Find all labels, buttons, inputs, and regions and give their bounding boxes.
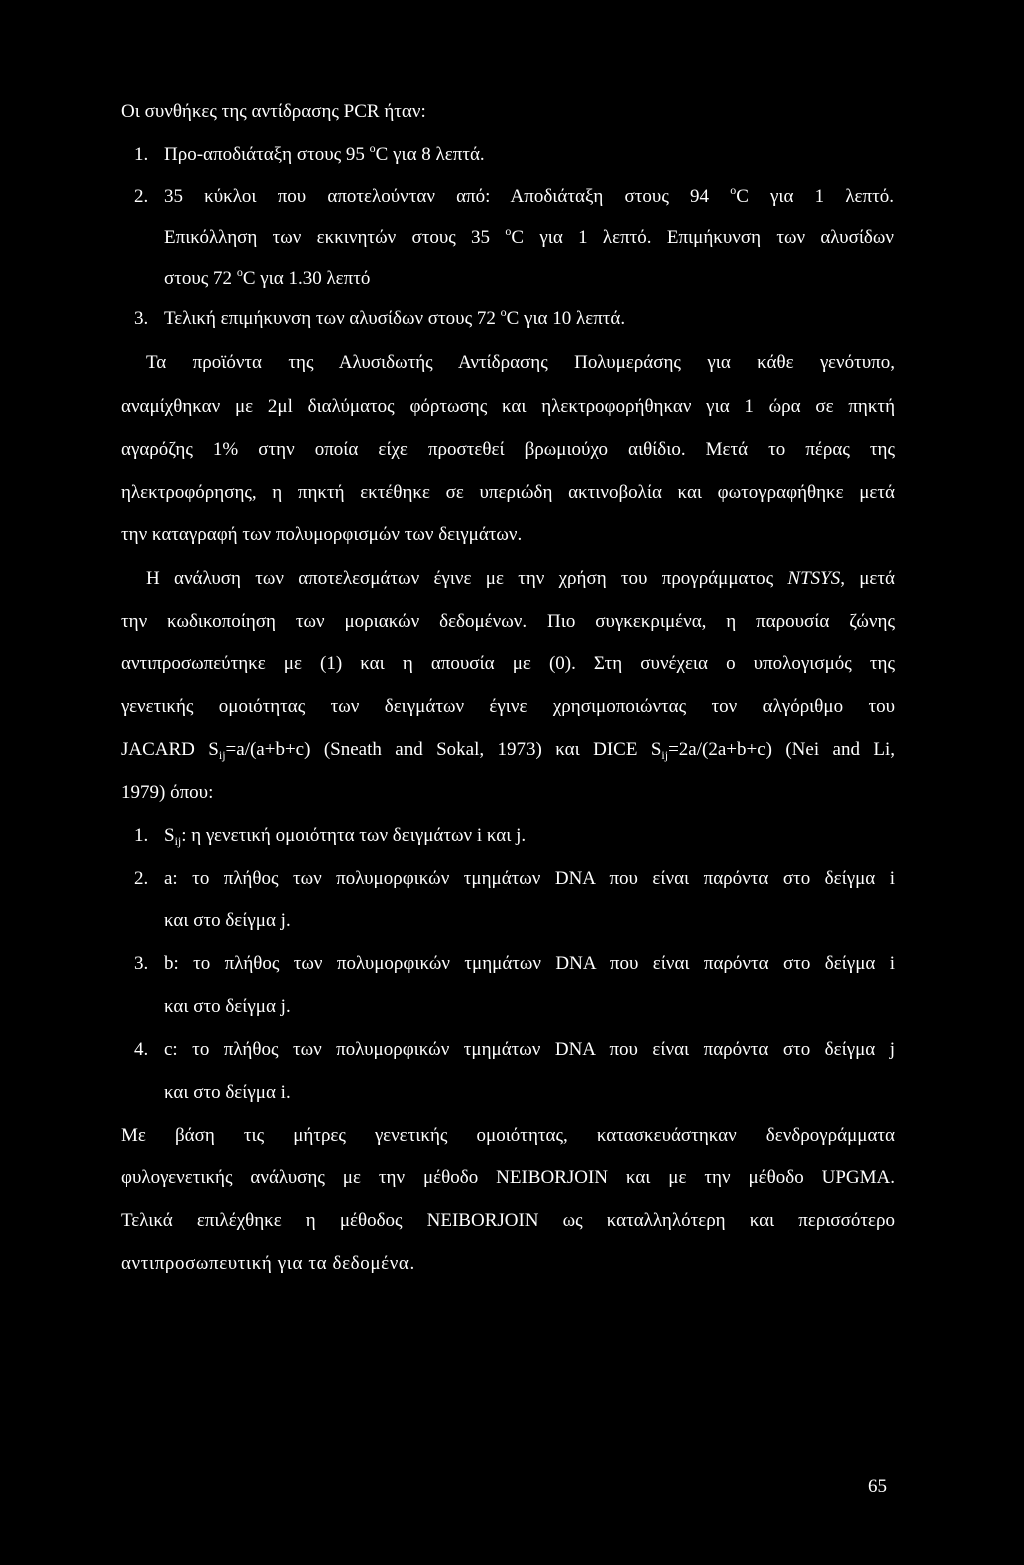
- para1-line-2: αναμίχθηκαν με 2μl διαλύματος φόρτωσης και ηλεκτροφορήθηκαν για 1 ώρα σε πηκτή: [121, 396, 895, 417]
- intro-text: Οι συνθήκες της αντίδρασης PCR ήταν:: [121, 101, 426, 122]
- para1-line-4: ηλεκτροφόρησης, η πηκτή εκτέθηκε σε υπεριώδη ακτινοβολία και φωτογραφήθηκε μετά: [121, 482, 895, 503]
- para2-line-2: την κωδικοποίηση των μοριακών δεδομένων. Πιο συγκεκριμένα, η παρουσία ζώνης: [121, 611, 895, 632]
- para1-line-1: Τα προϊόντα της Αλυσιδωτής Αντίδρασης Πολυμεράσης για κάθε γενότυπο,: [146, 352, 895, 373]
- def-1-number: 1.: [134, 825, 149, 846]
- def-4-number: 4.: [134, 1039, 149, 1060]
- para3-line-1: Με βάση τις μήτρες γενετικής ομοιότητας, κατασκευάστηκαν δενδρογράμματα: [121, 1125, 895, 1146]
- def-4-line-1: c: το πλήθος των πολυμορφικών τμημάτων DNA που είναι παρόντα στο δείγμα j: [164, 1039, 895, 1060]
- para2-line-5: JACARD $S_{ij}=a/(a+b+c)$ (Sneath and Sokal, 1973) και DICE $S_{ij}=2a/(2a+b+c)$ (Nei and Li,: [121, 739, 895, 762]
- step-2-line-3: στους 72 $^o$C για 1.30 λεπτό: [164, 265, 371, 289]
- para1-line-5: την καταγραφή των πολυμορφισμών των δειγμάτων.: [121, 524, 523, 545]
- para2-line-4: γενετικής ομοιότητας των δειγμάτων έγινε χρησιμοποιώντας τον αλγόριθμο του: [121, 696, 895, 717]
- program-name: NTSYS: [787, 568, 841, 589]
- def-2-line-2: και στο δείγμα j.: [164, 910, 291, 931]
- def-1-text: $S_{ij}$: η γενετική ομοιότητα των δειγμάτων i και j.: [164, 825, 527, 848]
- step-2-line-1: 35 κύκλοι που αποτελούνταν από: Αποδιάταξη στους 94 $^o$C για 1 λεπτό.: [164, 185, 894, 207]
- para3-line-4: αντιπροσωπευτική για τα δεδομένα.: [121, 1253, 415, 1274]
- def-2-line-1: a: το πλήθος των πολυμορφικών τμημάτων DNA που είναι παρόντα στο δείγμα i: [164, 868, 895, 889]
- def-3-line-2: και στο δείγμα j.: [164, 996, 291, 1017]
- para2-line-1: Η ανάλυση των αποτελεσμάτων έγινε με την χρήση του προγράμματος NTSYS, μετά: [146, 568, 895, 589]
- step-2-line-2: Επικόλληση των εκκινητών στους 35 $^o$C για 1 λεπτό. Επιμήκυνση των αλυσίδων: [164, 226, 894, 248]
- para3-line-2: φυλογενετικής ανάλυσης με την μέθοδο NEIBORJOIN και με την μέθοδο UPGMA.: [121, 1167, 895, 1188]
- para2-line-3: αντιπροσωπεύτηκε με (1) και η απουσία με (0). Στη συνέχεια ο υπολογισμός της: [121, 653, 895, 674]
- step-3-text: Τελική επιμήκυνση των αλυσίδων στους 72 $^o$C για 10 λεπτά.: [164, 305, 626, 329]
- step-1-text: Προ-αποδιάταξη στους 95 $^o$C για 8 λεπτά.: [164, 141, 485, 165]
- def-4-line-2: και στο δείγμα i.: [164, 1082, 291, 1103]
- def-3-line-1: b: το πλήθος των πολυμορφικών τμημάτων DNA που είναι παρόντα στο δείγμα i: [164, 953, 895, 974]
- para2-line-6: 1979) όπου:: [121, 782, 214, 803]
- page-number: 65: [868, 1476, 887, 1497]
- para1-line-3: αγαρόζης 1% στην οποία είχε προστεθεί βρωμιούχο αιθίδιο. Μετά το πέρας της: [121, 439, 895, 460]
- def-2-number: 2.: [134, 868, 149, 889]
- def-3-number: 3.: [134, 953, 149, 974]
- step-1-number: 1.: [134, 144, 149, 165]
- step-3-number: 3.: [134, 308, 149, 329]
- para3-line-3: Τελικά επιλέχθηκε η μέθοδος NEIBORJOIN ως καταλληλότερη και περισσότερο: [121, 1210, 895, 1231]
- step-2-number: 2.: [134, 186, 149, 207]
